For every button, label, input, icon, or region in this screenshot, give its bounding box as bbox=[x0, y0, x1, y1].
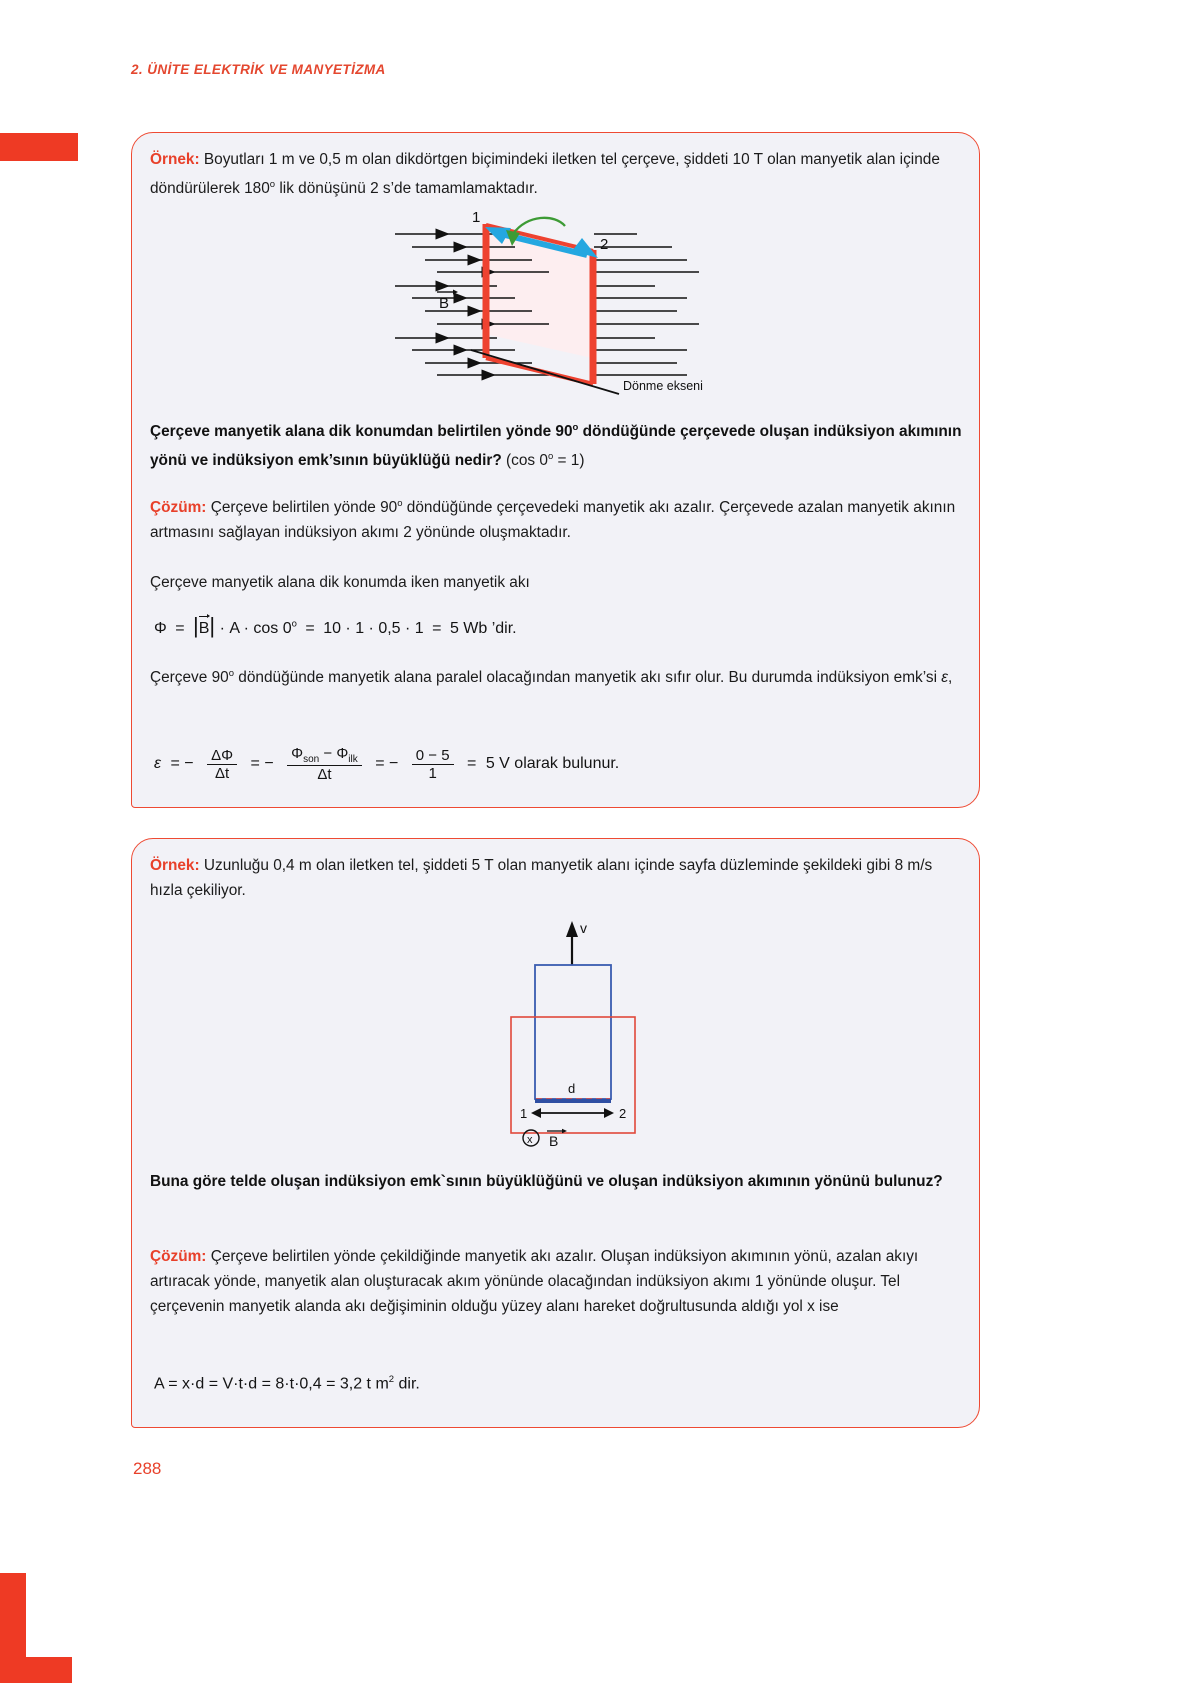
figure2-label-B-vector bbox=[547, 1129, 567, 1149]
example-box-1 bbox=[131, 132, 980, 808]
emf-minus: − bbox=[319, 745, 337, 762]
blue-loop-rect bbox=[535, 965, 611, 1099]
abs-bar-close: | bbox=[209, 613, 216, 638]
example-1-solution-label: Çözüm: bbox=[150, 499, 207, 517]
example-box-2 bbox=[131, 838, 980, 1428]
emf-f2-num bbox=[287, 745, 362, 765]
figure-rotating-loop bbox=[387, 208, 727, 398]
flux-equals-3: = bbox=[432, 620, 442, 637]
B-arrowhead bbox=[207, 614, 210, 618]
example-1-statement-text: Boyutları 1 m ve 0,5 m olan dikdörtgen biçimindeki iletken tel çerçeve, şiddeti 10 T olan manyetik alan içinde döndürülerek 180 bbox=[150, 151, 940, 198]
velocity-arrowhead bbox=[566, 921, 578, 937]
flux-area: A bbox=[229, 620, 240, 637]
example-1-label: Örnek: bbox=[150, 151, 200, 168]
example-2-content bbox=[132, 839, 979, 1427]
emf-fraction-2 bbox=[287, 745, 362, 783]
svg-text:B: B bbox=[439, 295, 450, 312]
figure2-label-v: v bbox=[580, 920, 587, 936]
emf-equals-1: = − bbox=[170, 755, 194, 773]
emf-equals-3: = − bbox=[375, 755, 399, 773]
corner-horizontal-bar bbox=[0, 1657, 72, 1683]
example-2-question-text: Buna göre telde oluşan indüksiyon emk`sının büyüklüğünü ve oluşan indüksiyon akımının yönünü bulunuz? bbox=[150, 1173, 943, 1190]
emf-equals-2: = − bbox=[250, 755, 274, 773]
svg-text:B: B bbox=[549, 1133, 559, 1149]
magnetic-field-lines-right bbox=[594, 234, 699, 375]
bottom-left-red-corner bbox=[0, 1573, 72, 1683]
example-1-question-tail2: = 1) bbox=[553, 452, 585, 470]
flux-values: 10 · 1 · 0,5 · 1 bbox=[323, 620, 424, 637]
flux-equals-1: = bbox=[175, 620, 185, 637]
example-1-formula-emf bbox=[154, 745, 619, 783]
phi-son: Φ bbox=[291, 745, 304, 762]
figure2-label-x: x bbox=[527, 1134, 533, 1146]
B-vector-symbol bbox=[199, 620, 210, 638]
page-number: 288 bbox=[133, 1459, 162, 1478]
example-2-solution bbox=[150, 1244, 962, 1319]
B-letter: B bbox=[198, 620, 210, 637]
epsilon-inline: ε bbox=[941, 669, 949, 687]
emf-fraction-3 bbox=[412, 747, 454, 782]
area-formula-superscript: 2 bbox=[388, 1374, 395, 1385]
example-1-statement-tail: lik dönüşünü 2 s’de tamamlamaktadır. bbox=[275, 180, 538, 198]
flux-result: 5 Wb ’dir. bbox=[449, 620, 517, 637]
phi-son-sub: son bbox=[303, 754, 320, 765]
example-1-statement bbox=[150, 147, 962, 201]
running-head: 2. ÜNİTE ELEKTRİK VE MANYETİZMA bbox=[131, 62, 386, 77]
example-1-solution-p2: Çerçeve manyetik alana dik konumda iken manyetik akı bbox=[150, 574, 530, 591]
example-1-solution-p1a: Çerçeve belirtilen yönde 90 bbox=[206, 499, 398, 517]
flux-dot-1: · bbox=[219, 620, 225, 637]
flux-equals-2: = bbox=[305, 620, 315, 637]
example-1-formula-flux bbox=[154, 613, 517, 639]
example-1-solution-p3b: döndüğünde manyetik alana paralel olacağından manyetik akı sıfır olur. Bu durumda indüksiyon emk’si bbox=[234, 669, 942, 687]
flux-cos: cos 0 bbox=[253, 620, 292, 637]
example-1-question-text2: döndüğünde çerçevede oluşan indüksiyon akımının yönü ve indüksiyon emk’sının büyüklüğü nedir? bbox=[150, 423, 962, 470]
example-1-solution-p3-degree: o bbox=[228, 668, 235, 679]
figure2-label-1: 1 bbox=[520, 1106, 528, 1121]
flux-cos-degree: o bbox=[291, 618, 297, 630]
emf-f1-den: Δt bbox=[207, 764, 237, 782]
figure1-label-rotation-axis: Dönme ekseni bbox=[623, 379, 703, 393]
emf-equals-4: = bbox=[467, 755, 477, 773]
example-1-solution-p1-degree: o bbox=[397, 498, 403, 509]
figure2-label-d: d bbox=[568, 1081, 576, 1096]
left-red-tab bbox=[0, 133, 78, 161]
abs-bar-open: | bbox=[193, 613, 199, 638]
example-2-statement bbox=[150, 853, 962, 903]
example-1-question bbox=[150, 415, 962, 473]
emf-result: 5 V olarak bulunur. bbox=[485, 755, 620, 773]
example-2-question bbox=[150, 1169, 962, 1194]
example-1-question-tail: (cos 0 bbox=[501, 452, 548, 470]
emf-f3-num: 0 − 5 bbox=[415, 746, 450, 764]
emf-f1-num: ΔΦ bbox=[211, 746, 234, 764]
emf-f3-den: 1 bbox=[412, 764, 454, 782]
example-1-solution-p1b: döndüğünde çerçevedeki manyetik akı azalır. Çerçevede azalan manyetik akının artmasını sağlayan indüksiyon akımı 2 yönünde oluşmaktadır. bbox=[150, 499, 956, 542]
figure-sliding-rod bbox=[487, 919, 667, 1151]
example-2-solution-text: Çerçeve belirtilen yönde çekildiğinde manyetik akı azalır. Oluşan indüksiyon akımının yönü, azalan akıyı artıracak yönde, manyetik alan oluşturacak akım yönünde olacağından indüksiyon akımı 1 yönünde oluşur. Tel çerçevenin manyetik alanda akı değişiminin olduğu yüzey alanı hareket doğrultusunda aldığı yol x ise bbox=[150, 1248, 919, 1315]
current-arrowhead-left bbox=[531, 1108, 541, 1118]
example-1-solution-p1 bbox=[150, 491, 962, 545]
figure2-label-2: 2 bbox=[619, 1106, 627, 1121]
figure1-label-2: 2 bbox=[600, 236, 609, 253]
example-1-statement-degree: o bbox=[269, 179, 276, 190]
emf-fraction-1 bbox=[207, 747, 237, 782]
example-2-formula-area bbox=[154, 1374, 420, 1393]
area-formula-tail: dir. bbox=[394, 1375, 420, 1393]
example-1-solution-p3c: , bbox=[948, 669, 953, 687]
example-1-question-degree: o bbox=[572, 422, 579, 433]
emf-f2-den: Δt bbox=[287, 765, 362, 783]
example-2-label: Örnek: bbox=[150, 857, 200, 874]
example-1-question-text: Çerçeve manyetik alana dik konumdan belirtilen yönde 90 bbox=[150, 423, 573, 441]
example-1-question-tail-degree: o bbox=[547, 451, 554, 463]
red-field-region-rect bbox=[511, 1017, 635, 1133]
figure1-label-B-vector bbox=[437, 290, 458, 313]
figure1-label-1: 1 bbox=[472, 209, 481, 226]
phi-ilk: Φ bbox=[336, 745, 349, 762]
area-formula-text: A = x·d = V·t·d = 8·t·0,4 = 3,2 t m bbox=[154, 1375, 389, 1393]
example-1-solution-p3 bbox=[150, 661, 962, 690]
flux-symbol: Φ bbox=[154, 620, 167, 637]
current-arrowhead-right bbox=[604, 1108, 614, 1118]
phi-ilk-sub: ilk bbox=[348, 754, 358, 765]
example-2-solution-label: Çözüm: bbox=[150, 1248, 207, 1265]
flux-dot-2: · bbox=[243, 620, 249, 637]
emf-epsilon: ε bbox=[154, 755, 162, 773]
example-1-solution-p3a: Çerçeve 90 bbox=[150, 669, 229, 687]
example-2-statement-text: Uzunluğu 0,4 m olan iletken tel, şiddeti 5 T olan manyetik alanı içinde sayfa düzleminde şekildeki gibi 8 m/s hızla çekiliyor. bbox=[150, 857, 933, 899]
example-1-content bbox=[132, 133, 979, 807]
rotation-axis-line bbox=[471, 350, 619, 394]
